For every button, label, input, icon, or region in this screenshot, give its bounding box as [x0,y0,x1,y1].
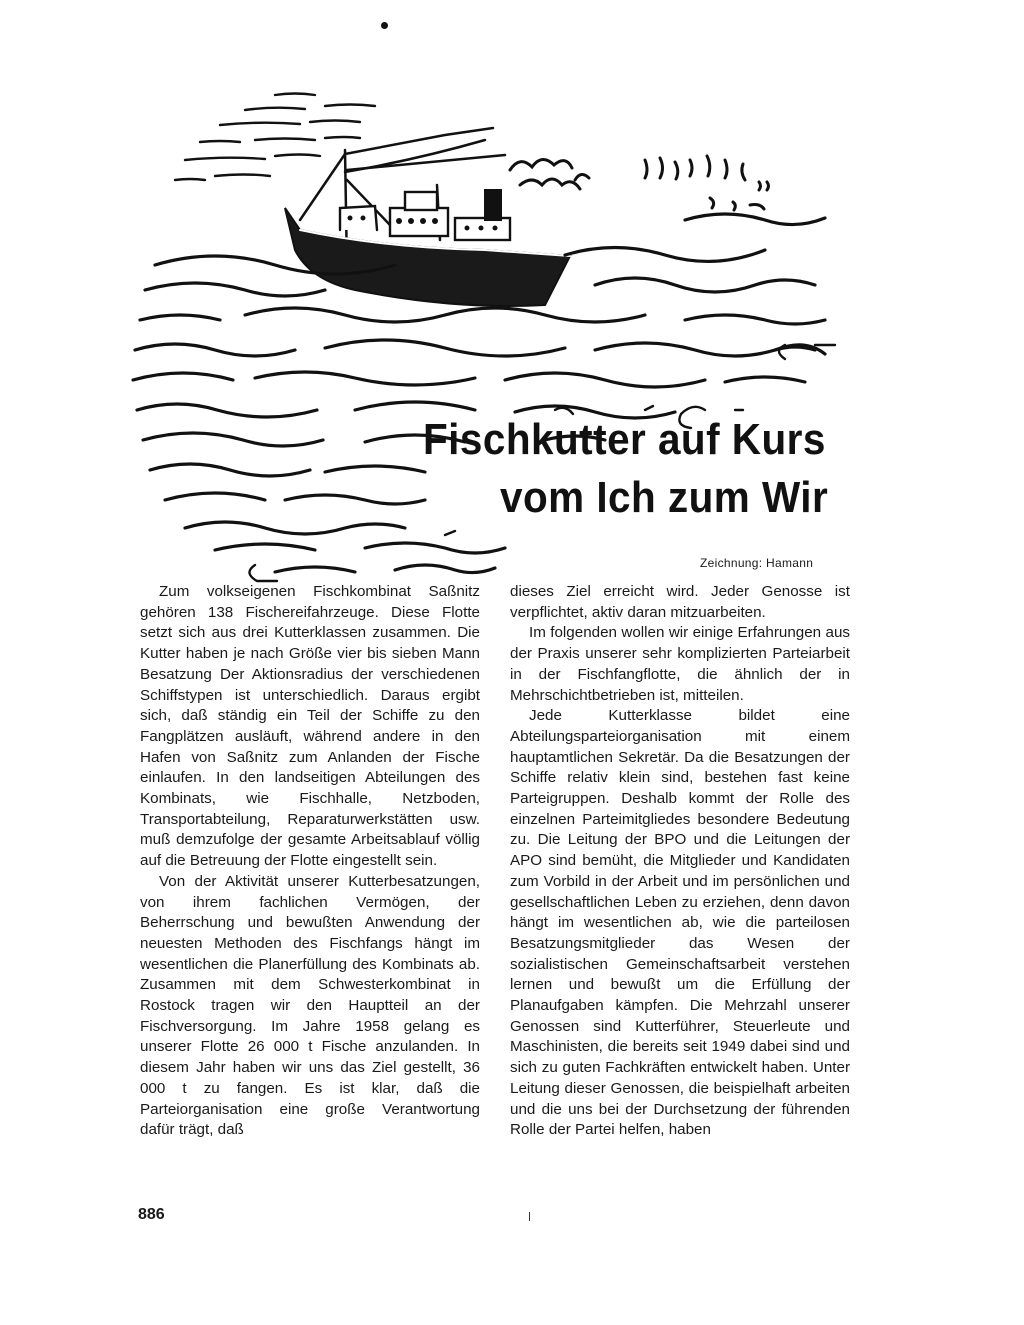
headline-line-1: Fischkutter auf Kurs [423,415,826,464]
headline-line-2: vom Ich zum Wir [500,473,829,522]
paragraph: Im folgenden wollen wir einige Erfahrungen aus der Praxis unserer sehr komplizierten Parteiarbeit in der Fischfangflotte, die ähnlich der in Mehrschichtbetrieben ist, mitteilen. [510,624,850,704]
illustration-credit: Zeichnung: Hamann [700,556,814,570]
paragraph: Jede Kutterklasse bildet eine Abteilungsparteiorganisation mit einem hauptamtlichen Sekretär. Da die Besatzungen der Schiffe relativ klein sind, bestehen fast keine Parteigruppen. Deshalb kommt der Rolle des einzelnen Parteimitgliedes besondere Bedeutung zu. Die Leitung der BPO und die Leitungen der APO sind bemüht, die Mitglieder und Kandidaten zum Vorbild in der Arbeit und im persönlichen und gesellschaftlichen Leben zu erziehen, denn davon hängt im wesentlichen ab, wie die parteilosen Besatzungsmitglieder das Wesen der sozialistischen Gemeinschaftsarbeit verstehen lernen und bewußt um die Erfüllung der Planaufgaben kämpfen. Die Mehrzahl unserer Genossen sind Kutterführer, Steuerleute und Maschinisten, die bereits seit 1949 dabei sind und sich zu guten Fachkräften entwickelt haben. Unter Leitung dieser Genossen, die beispielhaft arbeiten und die uns bei der Durchsetzung der führenden Rolle der Partei helfen, haben [510,707,850,1139]
left-column [140,582,480,1141]
paragraph: Von der Aktivität unserer Kutterbesatzungen, von ihrem fachlichen Vermögen, der Beherrschung und bewußten Anwendung der neuesten Methoden des Fischfangs hängt im wesentlichen die Planerfüllung des Kombinats ab. Zusammen mit dem Schwesterkombinat in Rostock tragen wir den Hauptteil an der Fischversorgung. Im Jahre 1958 gelang es unserer Flotte 26 000 t Fische anzulanden. In diesem Jahr haben wir uns das Ziel gestellt, 36 000 t zu fangen. Es ist klar, daß die Parteiorganisation eine große Verantwortung dafür trägt, daß [140,872,480,1139]
right-column [510,582,850,1141]
page-number: 886 [138,1206,165,1223]
paragraph: Zum volkseigenen Fischkombinat Saßnitz gehören 138 Fischereifahrzeuge. Diese Flotte setzt sich aus drei Kutterklassen zusammen. Die Kutter haben je nach Größe vier bis sieben Mann Besatzung Der Aktionsradius der verschiedenen Schiffstypen ist unterschiedlich. Daraus ergibt sich, daß ständig ein Teil der Schiffe zu den Fangplätzen ausläuft, während andere in den Hafen von Saßnitz zum Anlanden der Fische einlaufen. In den landseitigen Abteilungen des Kombinats, wie Fischhalle, Netzboden, Transportabteilung, Reparaturwerkstätten usw. muß demzufolge der gesamte Arbeitsablauf völlig auf die Betreuung der Flotte eingestellt sein. [140,583,480,870]
print-mark [529,1212,530,1221]
paragraph: dieses Ziel erreicht wird. Jeder Genosse ist verpflichtet, aktiv daran mitzuarbeiten. [510,583,850,621]
page-mark-dot [381,22,388,29]
